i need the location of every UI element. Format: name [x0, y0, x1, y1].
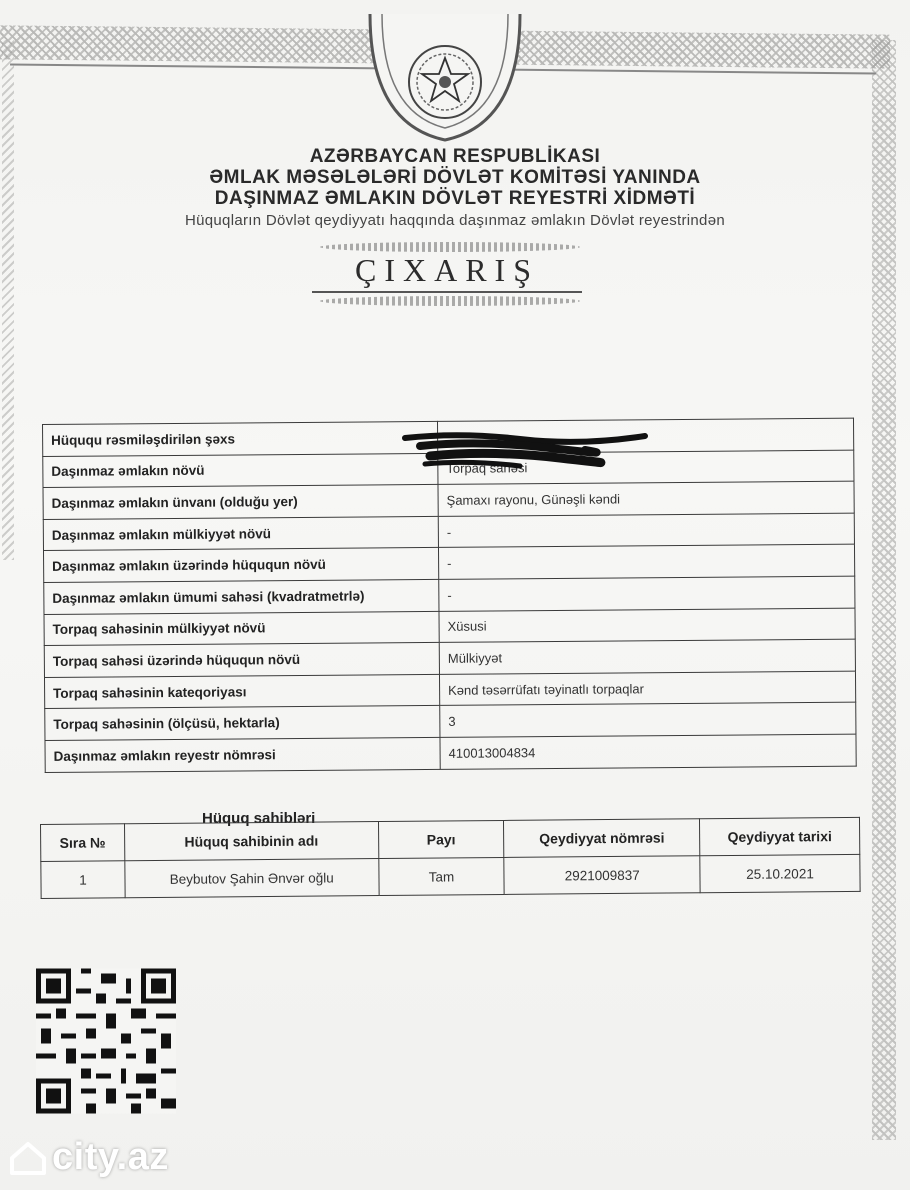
ornamental-border-left	[2, 40, 14, 560]
row-value: Kənd təsərrüfatı təyinatlı torpaqlar	[439, 671, 855, 706]
row-label: Daşınmaz əmlakın reyestr nömrəsi	[45, 737, 440, 772]
header-line-2: ƏMLAK MƏSƏLƏLƏRİ DÖVLƏT KOMİTƏSİ YANINDA	[209, 167, 701, 188]
row-label: Daşınmaz əmlakın növü	[43, 453, 438, 488]
watermark	[8, 1136, 169, 1179]
redaction-scribble	[400, 430, 650, 472]
row-value: Mülkiyyət	[439, 639, 855, 674]
column-header: Hüquq sahibinin adı	[124, 822, 378, 861]
row-label: Torpaq sahəsinin mülkiyyət növü	[44, 611, 439, 646]
table-row	[41, 854, 860, 898]
cell-index: 1	[41, 861, 125, 899]
row-value: 410013004834	[440, 734, 856, 769]
table-row	[45, 734, 856, 772]
row-value: -	[439, 576, 855, 611]
row-value: Torpaq sahəsi	[438, 450, 854, 485]
row-value: Xüsusi	[439, 608, 855, 643]
column-header: Sıra №	[41, 824, 125, 862]
state-emblem-icon	[360, 14, 530, 144]
title-ornament-bottom	[320, 296, 580, 306]
row-value: -	[438, 544, 854, 579]
owners-heading: Hüquq sahibləri	[202, 810, 316, 827]
row-value: -	[438, 513, 854, 548]
row-label: Torpaq sahəsi üzərində hüququn növü	[44, 643, 439, 678]
cell-share: Tam	[378, 857, 504, 895]
document-subtitle: Hüquqların Dövlət qeydiyyatı haqqında daşınmaz əmlakın Dövlət reyestrindən	[185, 212, 725, 229]
header-line-1: AZƏRBAYCAN RESPUBLİKASI	[309, 146, 601, 167]
row-value: Şamaxı rayonu, Günəşli kəndi	[438, 481, 854, 516]
title-ornament-top	[320, 242, 580, 252]
cell-registration-date: 25.10.2021	[700, 854, 860, 892]
row-label: Daşınmaz əmlakın üzərində hüququn növü	[43, 548, 438, 583]
column-header: Qeydiyyat nömrəsi	[504, 819, 700, 858]
row-label: Hüququ rəsmiləşdirilən şəxs	[43, 421, 438, 456]
column-header: Qeydiyyat tarixi	[700, 817, 860, 855]
row-label: Daşınmaz əmlakın mülkiyyət növü	[43, 516, 438, 551]
document-title: ÇIXARIŞ	[312, 252, 582, 293]
column-header: Payı	[378, 820, 504, 858]
header-line-3: DAŞINMAZ ƏMLAKIN DÖVLƏT REYESTRİ XİDMƏTİ	[214, 188, 696, 209]
row-label: Torpaq sahəsinin kateqoriyası	[44, 674, 439, 709]
qr-code-icon	[36, 968, 176, 1114]
row-label: Daşınmaz əmlakın ümumi sahəsi (kvadratmetrlə)	[44, 579, 439, 614]
home-icon	[8, 1140, 48, 1176]
row-value: 3	[440, 702, 856, 737]
cell-registration-number: 2921009837	[504, 856, 700, 895]
row-label: Daşınmaz əmlakın ünvanı (olduğu yer)	[43, 485, 438, 520]
watermark-text: city.az	[52, 1136, 169, 1178]
row-label: Torpaq sahəsinin (ölçüsü, hektarla)	[45, 706, 440, 741]
cell-owner-name: Beybutov Şahin Ənvər oğlu	[125, 859, 379, 898]
owners-table	[40, 817, 861, 899]
